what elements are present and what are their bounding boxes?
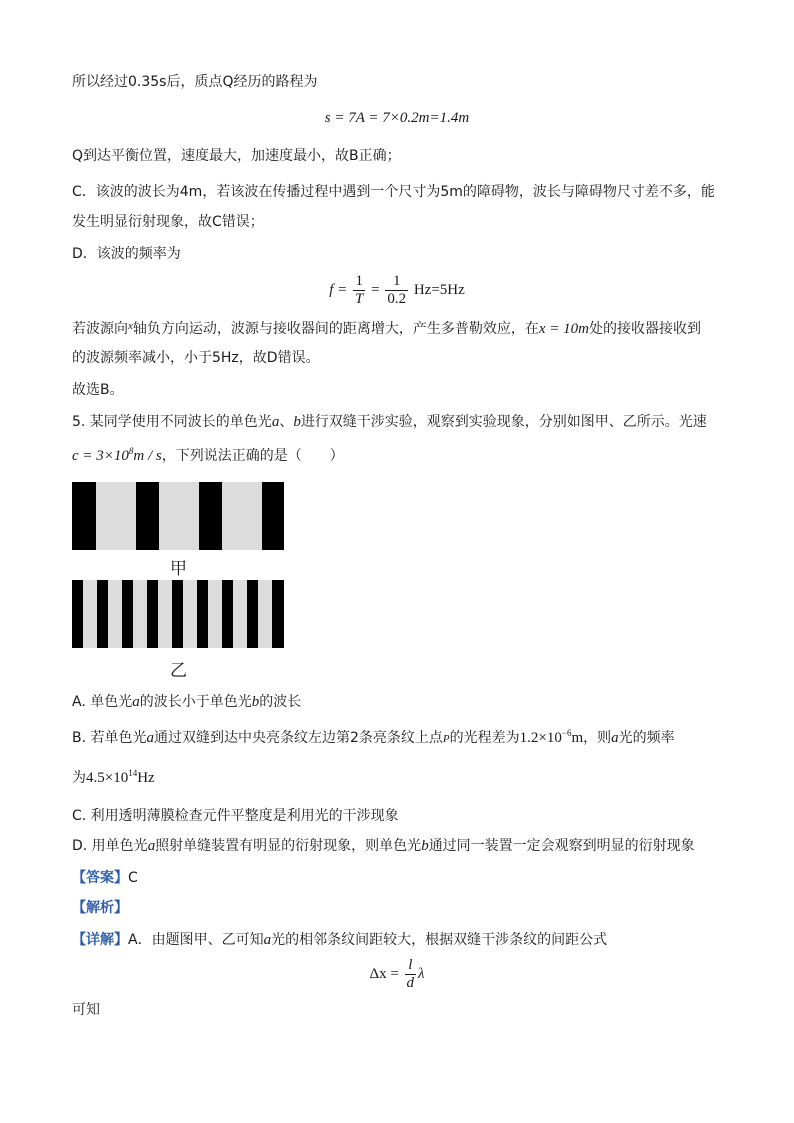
eq-lhs: Δx = (369, 966, 399, 982)
var-a: a (611, 730, 619, 746)
text-segment: ，则 (583, 730, 612, 746)
var-a: a (271, 414, 280, 430)
var-a: a (147, 838, 156, 854)
equation-text: s = 7A = 7×0.2m=1.4m (324, 110, 470, 126)
text-segment: 、 (279, 414, 294, 430)
dark-fringe (247, 580, 258, 648)
text-line: Q到达平衡位置，速度最大，加速度最小，故B正确； (72, 148, 401, 164)
detail-line (72, 930, 607, 950)
text-segment: 的光程差为 (449, 730, 520, 746)
path-difference (520, 730, 583, 746)
equation-distance (0, 108, 794, 128)
question-5-stem (72, 412, 707, 432)
answer-label: 【答案】 (72, 870, 128, 886)
option-b-line-2 (72, 768, 155, 788)
eq-f-lhs: f = (329, 282, 348, 298)
numerator: l (405, 957, 417, 975)
fraction-l-over-d (405, 957, 417, 992)
text-line: D．该波的频率为 (72, 246, 181, 262)
speed-exponent: 8 (128, 446, 134, 456)
text-segment: 照射单缝装置有明显的衍射现象，则单色光 (155, 838, 422, 854)
fringe-pattern-a (72, 482, 284, 550)
answer-line (72, 868, 138, 888)
dark-fringe (199, 482, 222, 550)
eq-result: Hz=5Hz (413, 282, 465, 298)
text-segment: 的波长小于单色光 (139, 694, 252, 710)
fringe-pattern-b (72, 580, 284, 648)
denominator: T (355, 291, 364, 308)
exponent: −6 (561, 728, 572, 738)
value: 4.5×10 (86, 770, 129, 786)
value: 1.2×10 (519, 730, 562, 746)
figure-caption-a: 甲 (170, 559, 187, 579)
text-segment: 若波源向 (72, 321, 128, 337)
text-segment: 处的接收器接收到 (589, 321, 702, 337)
unit: Hz (137, 770, 155, 786)
dark-fringe (197, 580, 208, 648)
eq-equals: = (371, 282, 380, 298)
dark-fringe (222, 580, 233, 648)
text-segment: A．由题图甲、乙可知 (128, 932, 264, 948)
dark-fringe (97, 580, 108, 648)
text-segment: B. 若单色光 (72, 730, 147, 746)
text-segment: 通过双缝到达中央亮条纹左边第2条亮条纹上点 (154, 730, 443, 746)
text-segment: D. 用单色光 (72, 838, 148, 854)
var-lambda: λ (418, 966, 425, 982)
option-c: C. 利用透明薄膜检查元件平整度是利用光的干涉现象 (72, 808, 399, 824)
var-p: P (442, 733, 450, 745)
dark-fringe (262, 482, 284, 550)
text-line: 可知 (72, 1002, 100, 1018)
dark-fringe (147, 580, 158, 648)
text-segment: 光的相邻条纹间距较大，根据双缝干涉条纹的间距公式 (271, 932, 608, 948)
var-b: b (293, 414, 301, 430)
var-b: b (421, 838, 429, 854)
dark-fringe (122, 580, 133, 648)
dark-fringe (72, 482, 96, 550)
text-segment: 光的频率 (618, 730, 675, 746)
text-segment: 轴负方向运动，波源与接收器间的距离增大，产生多普勒效应，在 (132, 321, 539, 337)
text-segment: ，下列说法正确的是（ ） (161, 448, 344, 464)
analysis-label: 【解析】 (72, 900, 128, 916)
option-b (72, 728, 675, 749)
text-line: 发生明显衍射现象，故C错误； (72, 214, 264, 230)
detail-label: 【详解】 (72, 932, 128, 948)
figure-caption-b: 乙 (170, 661, 187, 681)
fraction-1-over-0.2 (385, 273, 408, 308)
text-segment: 为 (72, 770, 86, 786)
text-segment: 5. 某同学使用不同波长的单色光 (72, 414, 272, 430)
speed-value: c = 3×10 (72, 448, 129, 464)
speed-of-light (72, 448, 162, 464)
dark-fringe (136, 482, 159, 550)
text-segment: 进行双缝干涉实验，观察到实验现象，分别如图甲、乙所示。光速 (300, 414, 707, 430)
text-line: 的波源频率减小，小于5Hz，故D错误。 (72, 350, 320, 366)
dark-fringe (72, 580, 83, 648)
var-x-10m: x = 10m (538, 321, 590, 337)
numerator: 1 (353, 273, 365, 291)
denominator: d (406, 975, 415, 992)
unit: m (571, 730, 584, 746)
option-d (72, 836, 695, 856)
speed-unit: m / s (133, 448, 162, 464)
analysis-heading (72, 898, 128, 918)
text-segment: A. 单色光 (72, 694, 133, 710)
dark-fringe (272, 580, 284, 648)
exponent: 14 (128, 768, 138, 778)
numerator: 1 (385, 273, 408, 291)
var-a: a (263, 932, 272, 948)
text-line (72, 316, 701, 339)
frequency-value (86, 770, 155, 786)
var-x: x (128, 320, 133, 332)
text-line: 所以经过0.35s后，质点Q经历的路程为 (72, 74, 318, 90)
var-a: a (132, 694, 140, 710)
question-5-stem-2 (72, 446, 344, 466)
answer-value: C (128, 870, 138, 886)
equation-fringe-spacing (0, 954, 794, 994)
option-a (72, 692, 301, 712)
fraction-1-over-T (353, 273, 365, 308)
denominator: 0.2 (387, 291, 407, 308)
text-line: C．该波的波长为4m，若该波在传播过程中遇到一个尺寸为5m的障碍物，波长与障碍物尺寸差不多，能 (72, 184, 715, 200)
text-line: 故选B。 (72, 382, 124, 398)
equation-frequency (0, 270, 794, 310)
var-a: a (146, 730, 155, 746)
text-segment: 通过同一装置一定会观察到明显的衍射现象 (428, 838, 695, 854)
text-segment: 的波长 (259, 694, 302, 710)
var-b: b (251, 694, 260, 710)
dark-fringe (172, 580, 183, 648)
